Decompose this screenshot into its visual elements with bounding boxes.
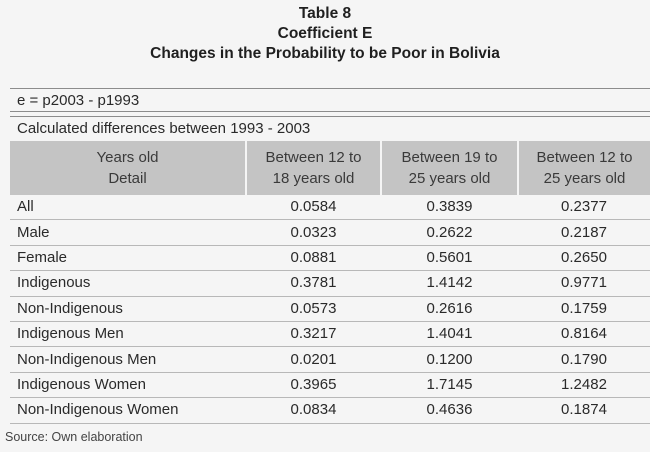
row-label: Indigenous Women xyxy=(10,372,246,397)
cell-value: 0.9771 xyxy=(518,271,650,296)
cell-value: 0.2616 xyxy=(381,296,518,321)
table-row xyxy=(10,271,650,296)
table-row xyxy=(10,245,650,270)
column-header-line: Between 19 to xyxy=(401,149,498,166)
row-label: Indigenous xyxy=(10,271,246,296)
table-row xyxy=(10,296,650,321)
row-label: Non-Indigenous xyxy=(10,296,246,321)
column-header-12-18 xyxy=(246,141,381,195)
cell-value: 0.4636 xyxy=(381,398,518,423)
column-header-line: 25 years old xyxy=(408,170,491,187)
cell-value: 0.0323 xyxy=(246,220,381,245)
cell-value: 0.2187 xyxy=(518,220,650,245)
source-note: Source: Own elaboration xyxy=(5,430,143,444)
column-header-detail xyxy=(10,141,246,195)
cell-value: 0.0834 xyxy=(246,398,381,423)
column-header-line: Years old xyxy=(96,149,159,166)
table-caption: Calculated differences between 1993 - 2003 xyxy=(10,116,650,140)
cell-value: 0.3781 xyxy=(246,271,381,296)
cell-value: 0.5601 xyxy=(381,245,518,270)
cell-value: 1.4142 xyxy=(381,271,518,296)
column-header-line: Detail xyxy=(108,170,147,187)
formula-text: e = p2003 - p1993 xyxy=(10,88,650,112)
cell-value: 0.0584 xyxy=(246,195,381,220)
cell-value: 0.1759 xyxy=(518,296,650,321)
table-heading: Changes in the Probability to be Poor in Bolivia xyxy=(150,45,500,62)
table-row xyxy=(10,220,650,245)
row-label: Non-Indigenous Men xyxy=(10,347,246,372)
column-header-line: 25 years old xyxy=(543,170,626,187)
column-header-19-25 xyxy=(381,141,518,195)
row-label: All xyxy=(10,195,246,220)
column-header-line: Between 12 to xyxy=(536,149,633,166)
cell-value: 0.0881 xyxy=(246,245,381,270)
table-row xyxy=(10,347,650,372)
column-header-12-25 xyxy=(518,141,650,195)
cell-value: 0.8164 xyxy=(518,321,650,346)
table-title xyxy=(0,4,650,64)
cell-value: 0.0573 xyxy=(246,296,381,321)
cell-value: 1.7145 xyxy=(381,372,518,397)
header-row xyxy=(10,141,650,195)
table-number: Table 8 xyxy=(298,5,352,22)
cell-value: 1.2482 xyxy=(518,372,650,397)
cell-value: 0.2377 xyxy=(518,195,650,220)
table-row xyxy=(10,372,650,397)
row-label: Non-Indigenous Women xyxy=(10,398,246,423)
cell-value: 0.1200 xyxy=(381,347,518,372)
table-row xyxy=(10,321,650,346)
row-label: Male xyxy=(10,220,246,245)
cell-value: 0.2622 xyxy=(381,220,518,245)
cell-value: 0.2650 xyxy=(518,245,650,270)
cell-value: 0.3839 xyxy=(381,195,518,220)
cell-value: 0.1874 xyxy=(518,398,650,423)
column-header-line: Between 12 to xyxy=(265,149,362,166)
table-row xyxy=(10,195,650,220)
row-label: Indigenous Men xyxy=(10,321,246,346)
cell-value: 0.1790 xyxy=(518,347,650,372)
cell-value: 0.0201 xyxy=(246,347,381,372)
table-subtitle: Coefficient E xyxy=(277,25,373,42)
cell-value: 0.3965 xyxy=(246,372,381,397)
data-table xyxy=(10,141,650,424)
column-header-line: 18 years old xyxy=(272,170,355,187)
cell-value: 1.4041 xyxy=(381,321,518,346)
row-label: Female xyxy=(10,245,246,270)
table-row xyxy=(10,398,650,423)
cell-value: 0.3217 xyxy=(246,321,381,346)
